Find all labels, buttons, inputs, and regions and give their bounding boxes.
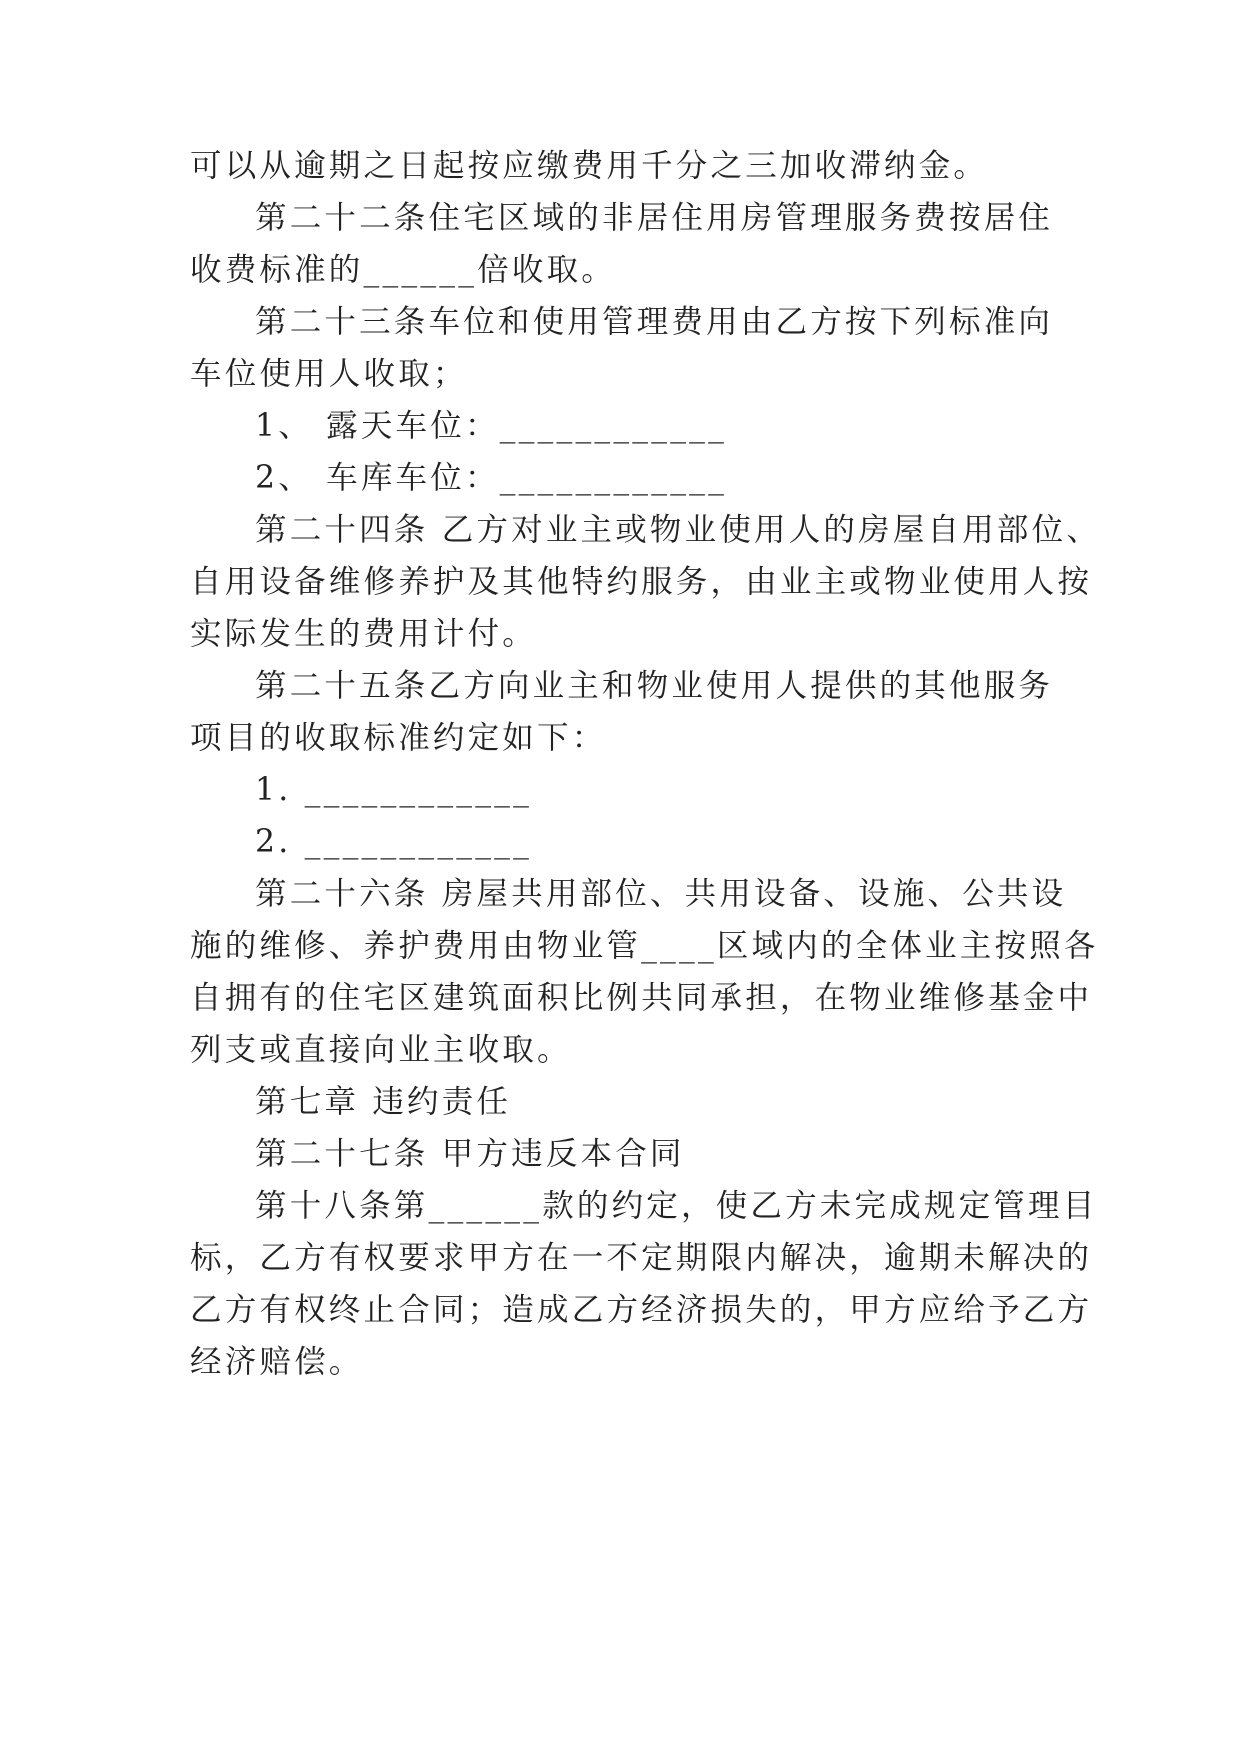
text-line: 第二十二条住宅区域的非居住用房管理服务费按居住 [255,200,1054,236]
text-line: 第二十四条 乙方对业主或物业使用人的房屋自用部位、 [255,512,1102,548]
text-line: 可以从逾期之日起按应缴费用千分之三加收滞纳金。 [190,148,989,184]
text-line: 2. ____________ [255,824,533,860]
text-line: 实际发生的费用计付。 [190,616,538,652]
text-line: 施的维修、养护费用由物业管____区域内的全体业主按照各 [190,928,1099,964]
text-line: 乙方有权终止合同；造成乙方经济损失的，甲方应给予乙方 [190,1292,1093,1328]
text-line: 第二十六条 房屋共用部位、共用设备、设施、公共设 [255,876,1067,912]
text-line: 收费标准的______倍收取。 [190,252,617,288]
text-line: 项目的收取标准约定如下： [190,720,607,756]
text-line: 第二十三条车位和使用管理费用由乙方按下列标准向 [255,304,1054,340]
text-line: 第十八条第______款的约定，使乙方未完成规定管理目 [255,1188,1098,1224]
text-line: 第二十七条 甲方违反本合同 [255,1136,685,1172]
chapter-heading: 第七章 违约责任 [255,1084,512,1120]
text-line: 2、 车库车位：____________ [255,460,728,496]
text-line: 车位使用人收取； [190,356,468,392]
text-line: 经济赔偿。 [190,1344,364,1380]
text-line: 自用设备维修养护及其他特约服务，由业主或物业使用人按 [190,564,1093,600]
text-line: 1、 露天车位：____________ [255,408,728,444]
text-line: 自拥有的住宅区建筑面积比例共同承担，在物业维修基金中 [190,980,1093,1016]
text-line: 标，乙方有权要求甲方在一不定期限内解决，逾期未解决的 [190,1240,1093,1276]
text-line: 1. ____________ [255,772,533,808]
text-line: 第二十五条乙方向业主和物业使用人提供的其他服务 [255,668,1054,704]
text-line: 列支或直接向业主收取。 [190,1032,572,1068]
